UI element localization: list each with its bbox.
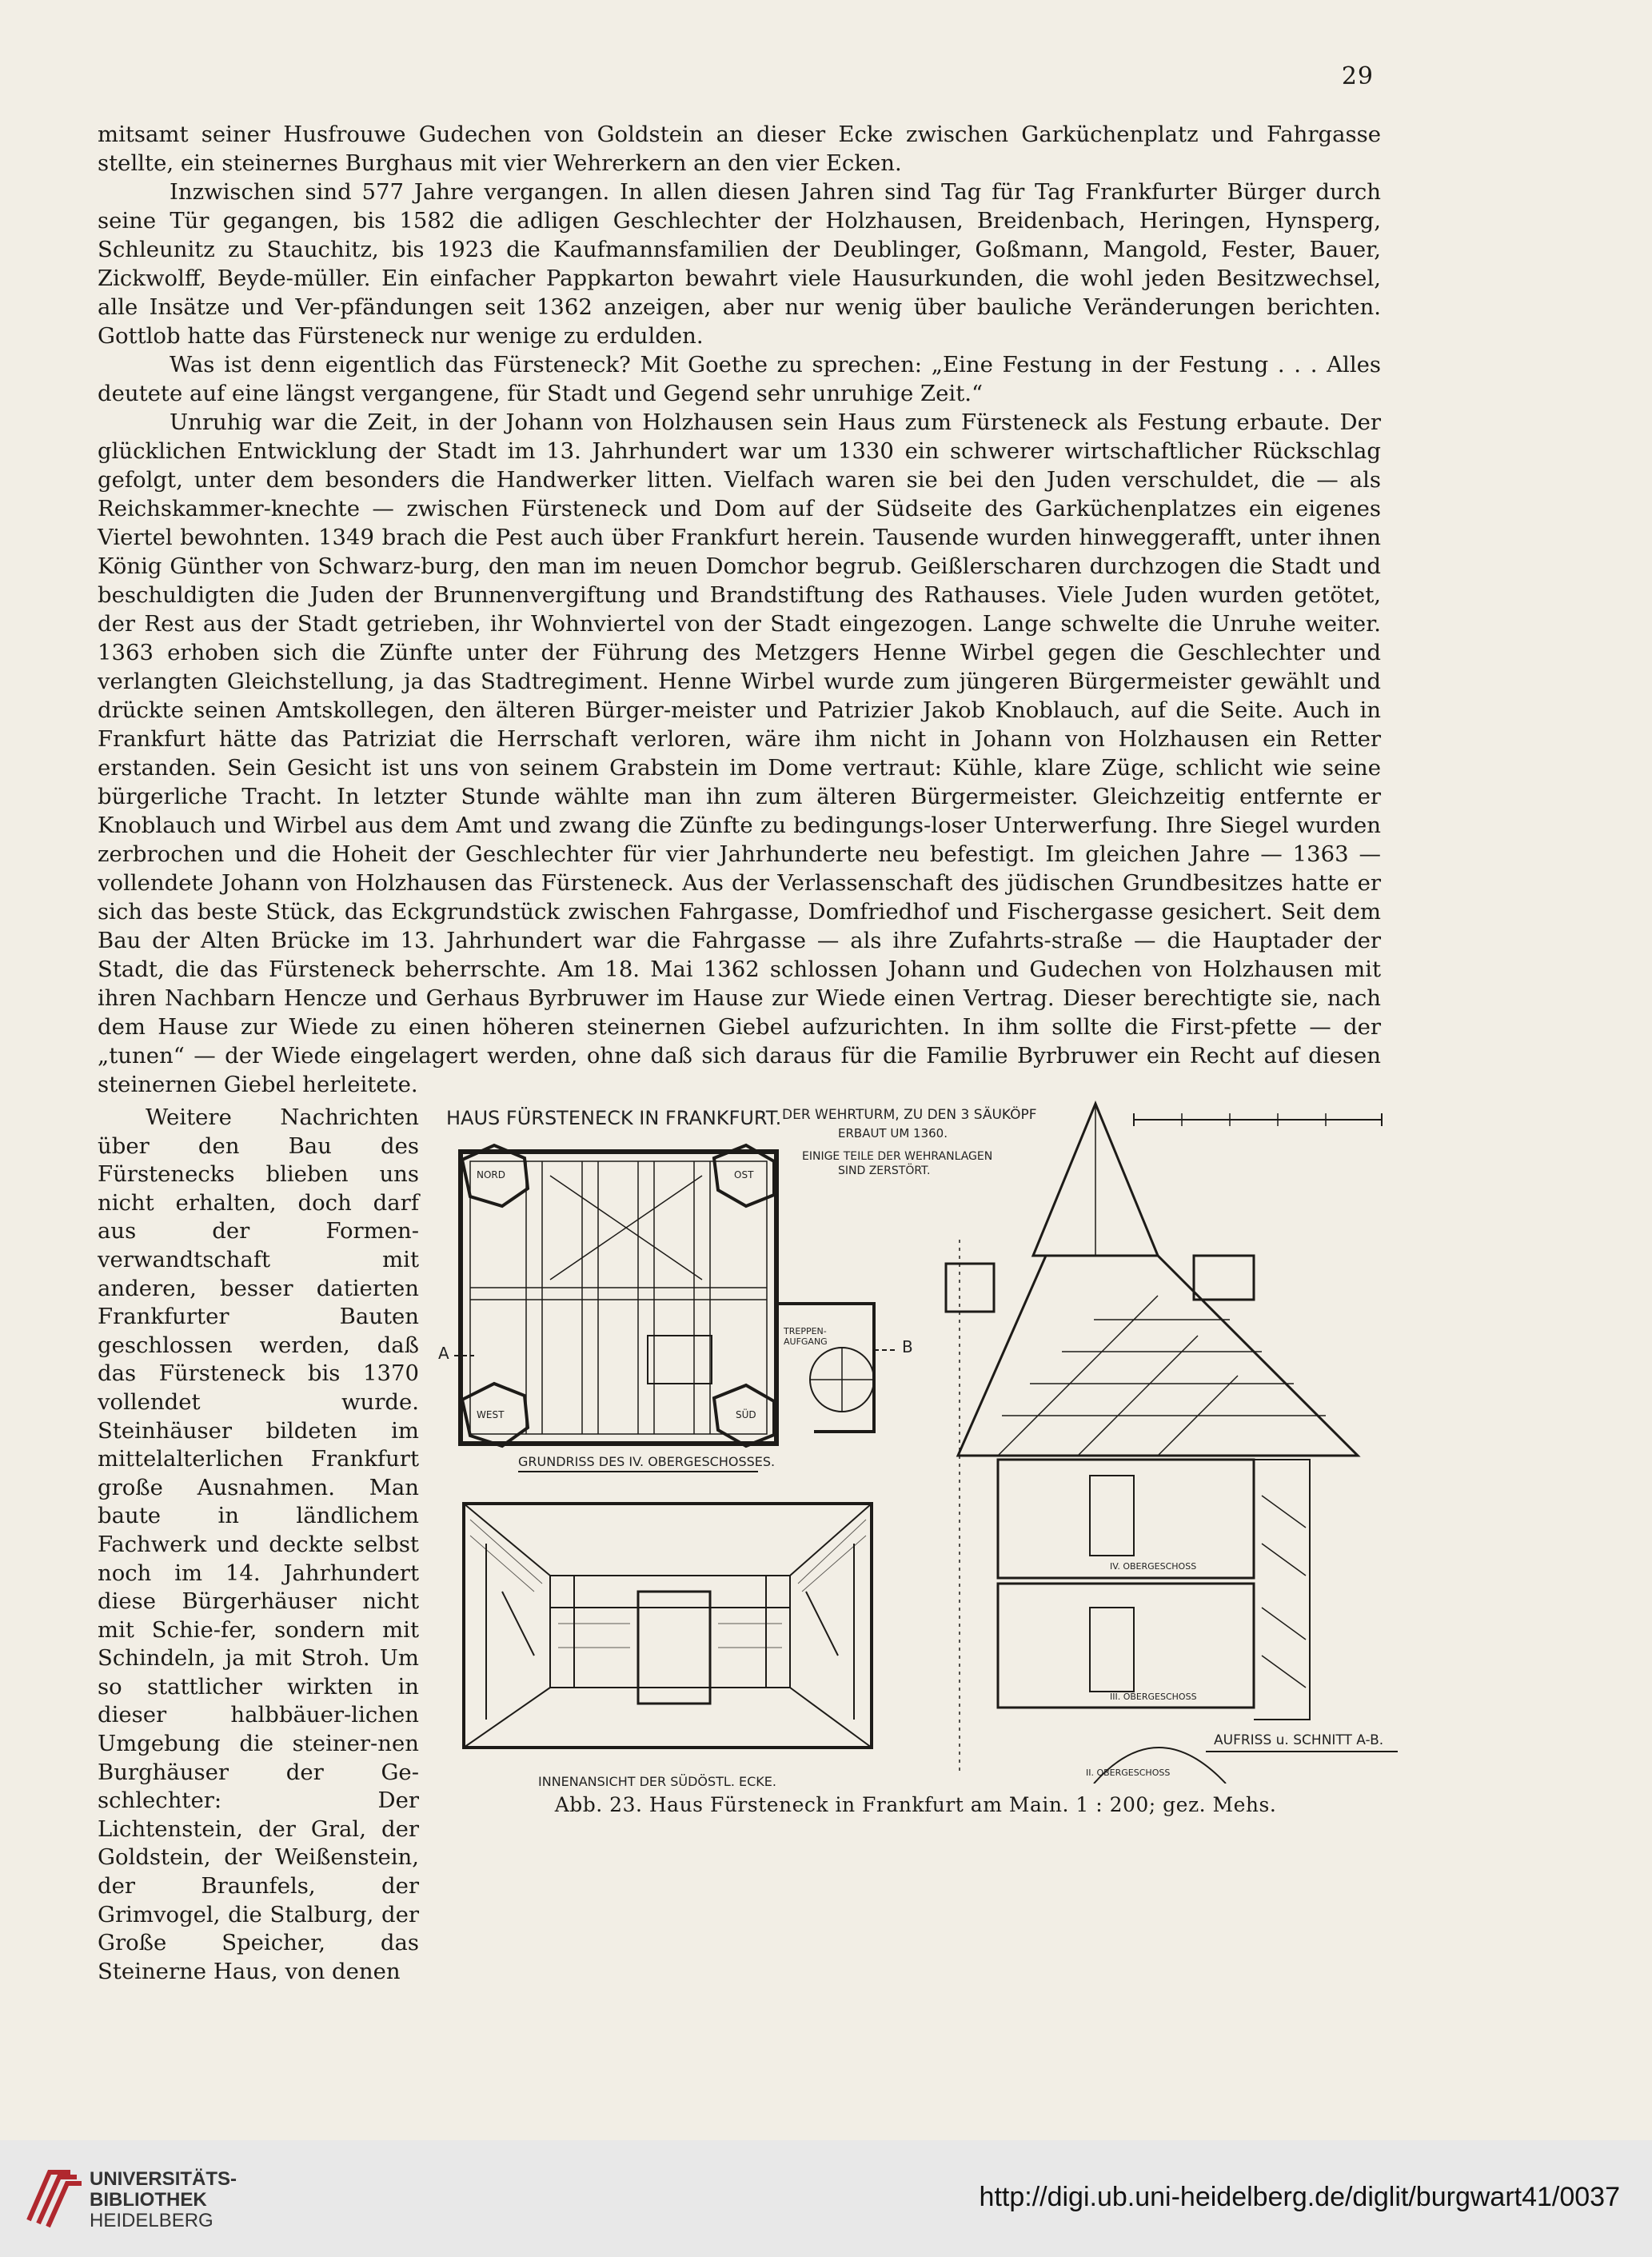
library-footer — [0, 2140, 1652, 2257]
library-name — [90, 2169, 237, 2231]
floor-label-3: III. OBERGESCHOSS — [1110, 1692, 1197, 1702]
tower-date: ERBAUT UM 1360. — [838, 1126, 948, 1140]
university-library-logo-icon — [18, 2164, 86, 2233]
page-number: 29 — [1341, 62, 1374, 90]
corner-label-south: SÜD — [736, 1409, 756, 1420]
source-url-link[interactable]: http://digi.ub.uni-heidelberg.de/diglit/burgwart41/0037 — [979, 2182, 1620, 2212]
figure-title: HAUS FÜRSTENECK IN FRANKFURT. — [446, 1107, 782, 1129]
side-column-text — [98, 1104, 419, 1986]
architectural-drawing — [438, 1096, 1398, 1789]
corner-label-east: OST — [734, 1169, 754, 1180]
defense-remark: EINIGE TEILE DER WEHRANLAGEN — [802, 1150, 993, 1163]
section-caption: AUFRISS u. SCHNITT A-B. — [1214, 1732, 1384, 1748]
paragraph: Weitere Nachrichten über den Bau des Fürstenecks blieben uns nicht erhalten, doch darf aus der Formen-verwandtschaft mit anderen, besser datierten Frankfurter Bauten geschlossen werden, daß das Fürsteneck bis 1370 vollendet wurde. Steinhäuser bildeten im mittelalterlichen Frankfurt große Ausnahmen. Man baute in ländlichem Fachwerk und deckte selbst noch im 14. Jahrhundert diese Bürgerhäuser nicht mit Schie-fer, sondern mit Schindeln, ja mit Stroh. Um so stattlicher wirkten in dieser halbbäuer-lichen Umgebung die steiner-nen Burghäuser der Ge-schlechter: Der Lichtenstein, der Gral, der Goldstein, der Weißenstein, der Braunfels, der Grimvogel, die Stalburg, der Große Speicher, das Steinerne Haus, von denen — [98, 1105, 419, 1984]
paragraph: Was ist denn eigentlich das Fürsteneck? Mit Goethe zu sprechen: „Eine Festung in der Festung . . . Alles deutete auf eine längst vergangene, für Stadt und Gegend sehr unruhige Zeit.“ — [98, 352, 1381, 406]
library-name-line: HEIDELBERG — [90, 2210, 213, 2231]
section-marker-b: B — [902, 1337, 913, 1356]
floor-4-section — [998, 1460, 1254, 1578]
paragraph: Inzwischen sind 577 Jahre vergangen. In allen diesen Jahren sind Tag für Tag Frankfurter Bürger durch seine Tür gegangen, bis 1582 die adligen Geschlechter der Holzhausen, Breidenbach, Heringen, Hynsperg, Schleunitz zu Stauchitz, bis 1923 die Kaufmannsfamilien der Deublinger, Goßmann, Mangold, Fester, Bauer, Zickwolff, Beyde-müller. Ein einfacher Pappkarton bewahrt viele Hausurkunden, die wohl jeden Besitzwechsel, alle Insätze und Ver-pfändungen seit 1362 anzeigen, aber nur wenig über bauliche Veränderungen berichten. Gottlob hatte das Fürsteneck nur wenige zu erdulden. — [98, 179, 1381, 349]
roof-section — [958, 1256, 1358, 1456]
plan-caption: GRUNDRISS DES IV. OBERGESCHOSSES. — [518, 1454, 776, 1469]
floor-3-section — [998, 1584, 1254, 1708]
paragraph: mitsamt seiner Husfrouwe Gudechen von Goldstein an dieser Ecke zwischen Garküchenplatz und Fahrgasse stellte, ein steinernes Burghaus mit vier Wehrerkern an den vier Ecken. — [98, 122, 1381, 176]
section-marker-a: A — [438, 1344, 449, 1363]
tower-note: DER WEHRTURM, ZU DEN 3 SÄUKÖPF — [782, 1107, 1037, 1123]
interior-caption: INNENANSICHT DER SÜDÖSTL. ECKE. — [538, 1774, 776, 1789]
library-name-line: BIBLIOTHEK — [90, 2189, 207, 2211]
stair-label: TREPPEN-AUFGANG — [784, 1326, 828, 1347]
corner-label-west: WEST — [477, 1409, 505, 1420]
drawing-svg — [438, 1096, 1398, 1784]
corner-label-north: NORD — [477, 1169, 505, 1180]
floor-label-2: II. OBERGESCHOSS — [1086, 1768, 1171, 1778]
defense-remark: SIND ZERSTÖRT. — [838, 1164, 931, 1177]
figure-caption: Abb. 23. Haus Fürsteneck in Frankfurt am Main. 1 : 200; gez. Mehs. — [554, 1793, 1277, 1816]
stair-opening — [648, 1336, 712, 1384]
interior-view-frame — [464, 1504, 872, 1748]
library-name-line: UNIVERSITÄTS- — [90, 2168, 237, 2190]
paragraph: Unruhig war die Zeit, in der Johann von Holzhausen sein Haus zum Fürsteneck als Festung erbaute. Der glücklichen Entwicklung der Stadt im 13. Jahrhundert war um 1330 ein schwerer wirtschaftlicher Rückschlag gefolgt, unter dem besonders die Handwerker litten. Vielfach waren sie bei den Juden verschuldet, die — als Reichskammer-knechte — zwischen Fürsteneck und Dom auf der Südseite des Garküchenplatzes ein eigenes Viertel bewohnten. 1349 brach die Pest auch über Frankfurt herein. Tausende wurden hinweggerafft, unter ihnen König Günther von Schwarz-burg, den man im neuen Domchor begrub. Geißlerscharen durchzogen die Stadt und beschuldigten die Juden der Brunnenvergiftung und Brandstiftung des Rathauses. Viele Juden wurden getötet, der Rest aus der Stadt getrieben, ihr Wohnviertel von der Stadt eingezogen. Lange schwelte die Unruhe weiter. 1363 erhoben sich die Zünfte unter der Führung des Metzgers Henne Wirbel gegen die Geschlechter und verlangten Gleichstellung, ja das Stadtregiment. Henne Wirbel wurde zum jüngeren Bürgermeister gewählt und drückte seinen Amtskollegen, den älteren Bürger-meister und Patrizier Jakob Knoblauch, auf die Seite. Auch in Frankfurt hätte das Patriziat die Herrschaft verloren, wäre ihm nicht in Johann von Holzhausen ein Retter erstanden. Sein Gesicht ist uns von seinem Grabstein im Dome vertraut: Kühle, klare Züge, schlicht wie seine bürgerliche Tracht. In letzter Stunde wählte man ihn zum älteren Bürgermeister. Gleichzeitig entfernte er Knoblauch und Wirbel aus dem Amt und zwang die Zünfte zu bedingungs-loser Unterwerfung. Ihre Siegel wurden zerbrochen und die Hoheit der Geschlechter für vier Jahrhunderte neu befestigt. Im gleichen Jahre — 1363 — vollendete Johann von Holzhausen das Fürsteneck. Aus der Verlassenschaft des jüdischen Grundbesitzes hatte er sich das beste Stück, das Eckgrundstück zwischen Fahrgasse, Domfriedhof und Fischergasse gesichert. Seit dem Bau der Alten Brücke im 13. Jahrhundert war die Fahrgasse — als ihre Zufahrts-straße — die Hauptader der Stadt, die das Fürsteneck beherrschte. Am 18. Mai 1362 schlossen Johann und Gudechen von Holzhausen mit ihren Nachbarn Hencze und Gerhaus Byrbruwer im Hause zur Wiede einen Vertrag. Dieser berechtigte sie, nach dem Hause zur Wiede zu einen höheren steinernen Giebel aufzurichten. In ihm sollte die First-pfette — der „tunen“ — der Wiede eingelagert werden, ohne daß sich daraus für die Familie Byrbruwer ein Recht auf diesen steinernen Giebel herleitete. — [98, 409, 1381, 1097]
cellar-arch — [1094, 1748, 1226, 1784]
floor-label-4: IV. OBERGESCHOSS — [1110, 1561, 1197, 1572]
main-text — [98, 120, 1381, 1099]
